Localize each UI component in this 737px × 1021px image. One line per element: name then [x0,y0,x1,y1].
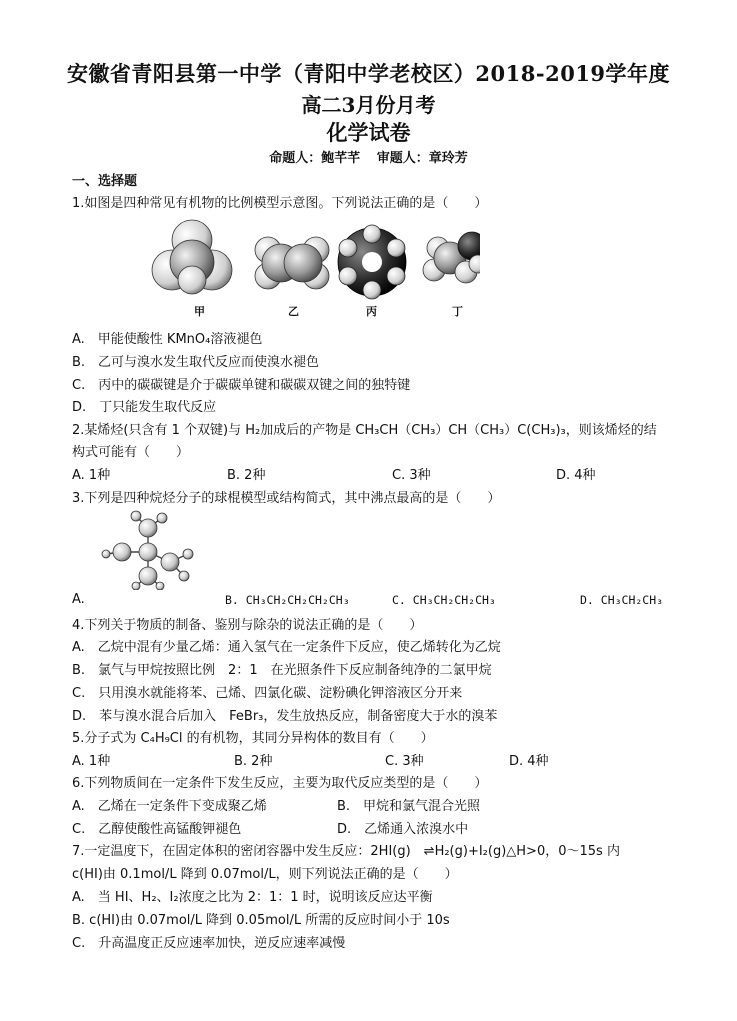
question-6-options-row1 [72,795,672,813]
question-6-options-row2 [72,818,672,836]
question-1-option-c: C. 丙中的碳碳键是介于碳碳单键和碳碳双键之间的独特键 [72,378,411,393]
methane-model-icon [152,220,232,294]
question-6-option-c: C. 乙醇使酸性高锰酸钾褪色 [72,822,242,837]
reviewer-name: 审题人：章玲芳 [376,151,468,166]
question-2-options [72,464,672,482]
question-6-option-d: D. 乙烯通入浓溴水中 [337,822,469,837]
question-2-stem-line1: 2.某烯烃(只含有 1 个双键)与 H₂加成后的产物是 CH₃CH（CH₃）CH（CH₃）C(CH₃)₃，则该烯烃的结 [72,423,657,438]
question-4-option-d: D. 苯与溴水混合后加入 FeBr₃，发生放热反应，制备密度大于水的溴苯 [72,709,498,724]
question-3-option-c: C. CH₃CH₂CH₂CH₃ [392,593,496,607]
model-label-bing: 丙 [366,305,377,318]
exam-title-grade: 高二3月份月考 [301,93,436,117]
question-5-stem: 5.分子式为 C₄H₉Cl 的有机物，其同分异构体的数目有（ ） [72,731,434,746]
question-7-stem-line1: 7.一定温度下，在固定体积的密闭容器中发生反应：2HI(g) ⇌H₂(g)+I₂(g)△H>0，0～15s 内 [72,844,620,859]
ethanol-model-icon [423,232,480,283]
question-1-stem: 1.如图是四种常见有机物的比例模型示意图。下列说法正确的是（ ） [72,196,488,211]
section-heading-choice: 一、选择题 [72,174,138,189]
ethylene-model-icon [255,237,329,289]
author-name: 命题人：鲍芊芊 [269,151,361,166]
benzene-model-icon [338,225,406,299]
exam-title-subject: 化学试卷 [326,120,411,145]
question-6-option-a: A. 乙烯在一定条件下变成聚乙烯 [72,799,267,814]
question-5-option-c: C. 3种 [385,754,424,769]
question-7-option-a: A. 当 HI、H₂、I₂浓度之比为 2：1：1 时，说明该反应达平衡 [72,890,433,905]
question-5-option-a: A. 1种 [72,754,111,769]
question-7-stem-line2: c(HI)由 0.1mol/L 降到 0.07mol/L，则下列说法正确的是（ ） [72,867,458,882]
question-7-option-c: C. 升高温度正反应速率加快，逆反应速率减慢 [72,936,346,951]
question-2-option-c: C. 3种 [392,468,431,483]
model-label-yi: 乙 [288,305,299,318]
question-1-option-d: D. 丁只能发生取代反应 [72,400,217,415]
question-3-stem: 3.下列是四种烷烃分子的球棍模型或结构简式，其中沸点最高的是（ ） [72,491,501,506]
question-3-option-a: A. [72,592,85,607]
question-7-option-b: B. c(HI)由 0.07mol/L 降到 0.05mol/L 所需的反应时间小于 10s [72,913,450,928]
question-4-option-a: A. 乙烷中混有少量乙烯：通入氢气在一定条件下反应，使乙烯转化为乙烷 [72,640,501,655]
exam-title-school: 安徽省青阳县第一中学（青阳中学老校区）2018-2019学年度 [66,61,671,86]
question-6-option-b: B. 甲烷和氯气混合光照 [337,799,481,814]
question-1-option-b: B. 乙可与溴水发生取代反应而使溴水褪色 [72,355,320,370]
question-2-stem-line2: 构式可能有（ ） [72,445,190,460]
model-label-ding: 丁 [452,305,463,318]
question-3-options [72,592,672,610]
exam-authors [0,147,737,166]
question-2-option-b: B. 2种 [227,468,266,483]
question-6-stem: 6.下列物质间在一定条件下发生反应，主要为取代反应类型的是（ ） [72,776,488,791]
question-3-option-b: B. CH₃CH₂CH₂CH₂CH₃ [225,593,350,607]
question-5-option-b: B. 2种 [234,754,273,769]
question-5-options [72,750,672,768]
question-4-stem: 4.下列关于物质的制备、鉴别与除杂的说法正确的是（ ） [72,618,423,633]
question-4-option-c: C. 只用溴水就能将苯、己烯、四氯化碳、淀粉碘化钾溶液区分开来 [72,686,463,701]
question-4-option-b: B. 氯气与甲烷按照比例 2：1 在光照条件下反应制备纯净的二氯甲烷 [72,663,492,678]
model-label-jia: 甲 [194,305,205,318]
question-5-option-d: D. 4种 [509,754,549,769]
ball-stick-model-figure [100,510,200,590]
question-1-option-a: A. 甲能使酸性 KMnO₄溶液褪色 [72,332,263,347]
question-3-option-d: D. CH₃CH₂CH₃ [580,593,664,607]
question-2-option-a: A. 1种 [72,468,111,483]
question-2-option-d: D. 4种 [556,468,596,483]
